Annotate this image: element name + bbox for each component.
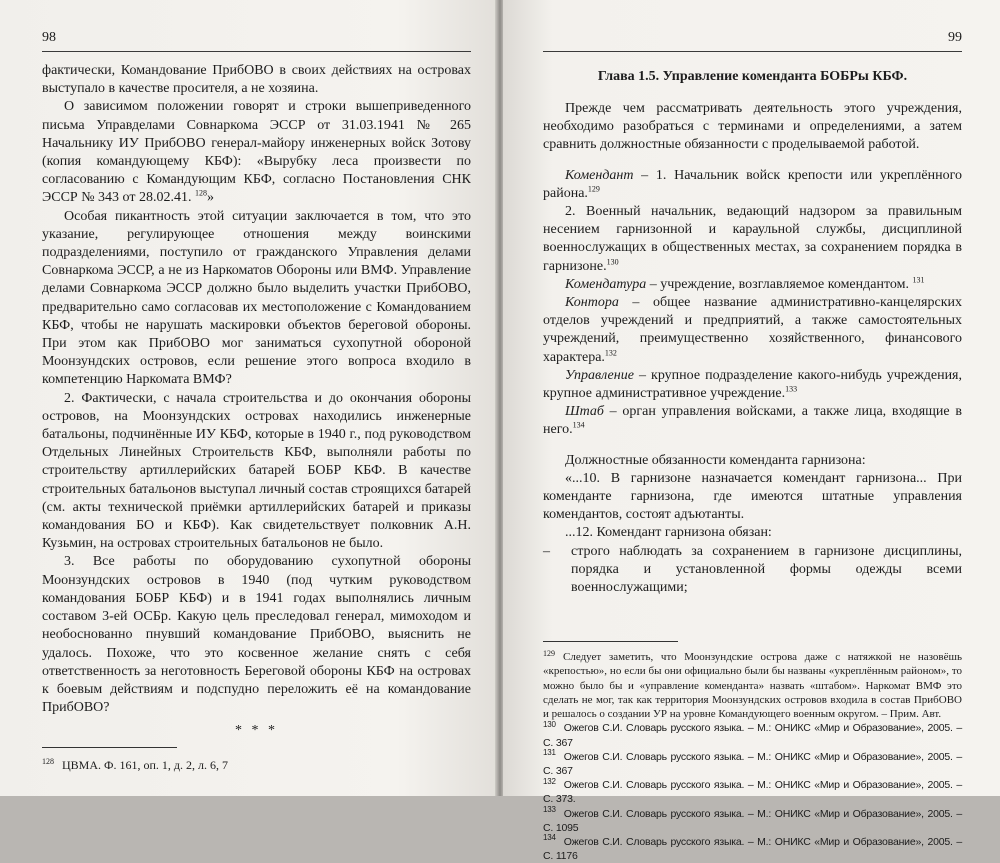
header-rule: [543, 51, 962, 52]
page-number-right: 99: [948, 30, 962, 45]
paragraph: Особая пикантность этой ситуации заключается в том, что это указание, регулирующее отношения между воинскими подразделениями, поступило от гражданского Управления делами Совнаркома ЭССР, а не из Наркоматов Обороны или ВМФ. Управление делами Совнаркома ЭССР должно было выделить участки ПрибОВО, предварительно само согласовав их местоположение с Командованием КБФ, чтобы не нарушать маскировки объектов береговой обороны. При этом как ПрибОВО мог заниматься сухопутной обороной Моонзундских островов, если решение этого вопроса входило в компетенцию Наркомата ВМФ?: [42, 208, 471, 388]
page-number-left: 98: [42, 30, 56, 45]
footnote: $^{128}$ ЦВМА. Ф. 161, оп. 1, д. 2, л. 6, 7: [42, 757, 229, 773]
paragraph: Должностные обязанности коменданта гарнизона:: [565, 452, 866, 468]
definition: Управление – крупное подразделение какого-нибудь учреждения, крупное административное учреждение.$^{133}$: [543, 367, 962, 402]
dash-marker: –: [543, 543, 550, 559]
definition: Комендант – 1. Начальник войск крепости или укреплённого района.$^{129}$: [543, 167, 962, 201]
paragraph: 3. Все работы по оборудованию сухопутной обороны Моонзундских островов в 1940 (под чутким руководством командования БОБР КБФ) и в 1941 годах выполнялись личным составом 3-ей ОСБр. Какую цель преследовал генерал, мимоходом и необоснованно пнувший командование ПрибОВО, выяснить не удалось. Похоже, что это косвенное желание снять с себя ответственность за неготовность Береговой обороны КБФ на островах к боевым действиям и подспудно переложить её на командование ПрибОВО?: [42, 554, 471, 716]
footnote: $^{133}$ Ожегов С.И. Словарь русского языка. – М.: ОНИКС «Мир и Образование», 2005. – С. 1095: [543, 805, 962, 834]
right-page: [503, 0, 1000, 863]
paragraph: Прежде чем рассматривать деятельность этого учреждения, необходимо разобраться с терминами и определениями, а затем сравнить должностные обязанности с проделываемой работой.: [543, 101, 962, 153]
footnote-rule: [543, 641, 678, 642]
paragraph: О зависимом положении говорят и строки вышеприведенного письма Управделами Совнаркома ЭССР от 31.03.1941 № 265 Начальнику ИУ ПрибОВО генерал-майору инженерных войск Зотову (копия командующему КБФ): «Вырубку леса произвести по согласованию с Командующим КБФ, согласно Постановления СНК ЭССР № 343 от 28.02.41. $^{128}$»: [42, 99, 471, 206]
definition: 2. Военный начальник, ведающий надзором за правильным несением гарнизонной и караульной службы, дисциплиной военнослужащих в общественных местах, за сохранением порядка в гарнизоне.$^{130}$: [543, 204, 962, 274]
footnote: $^{134}$ Ожегов С.И. Словарь русского языка. – М.: ОНИКС «Мир и Образование», 2005. – С. 1176: [543, 833, 962, 863]
chapter-title: Глава 1.5. Управление коменданта БОБРы КБФ.: [597, 69, 908, 84]
definition: Штаб – орган управления войсками, а также лица, входящие в него.$^{134}$: [543, 404, 962, 438]
footnote-rule: [42, 747, 177, 748]
section-separator: * * *: [235, 723, 278, 739]
footnote: $^{132}$ Ожегов С.И. Словарь русского языка. – М.: ОНИКС «Мир и Образование», 2005. – С. 373.: [543, 776, 962, 806]
definition: Контора – общее название административно-канцелярских отделов учреждений и предприятий, а также самостоятельных учреждений, преимущественно хозяйственного, финансового характера.$^{132}$: [543, 295, 962, 365]
list-item: – строго наблюдать за сохранением в гарнизоне дисциплины, порядка и установленной формы одежды всеми военнослужащими;: [543, 543, 962, 598]
definition: Комендатура – учреждение, возглавляемое комендантом. $^{131}$: [565, 275, 925, 292]
footnote-ref: 128: [195, 188, 207, 198]
footnote: $^{130}$ Ожегов С.И. Словарь русского языка. – М.: ОНИКС «Мир и Образование», 2005. – С. 367: [543, 719, 962, 749]
header-rule: [42, 51, 471, 52]
quote-paragraph: «...10. В гарнизоне назначается комендант гарнизона... При коменданте гарнизона, где имеются штатные управления комендантов, состоят адъютанты.: [543, 470, 962, 523]
left-page: [0, 0, 497, 796]
paragraph: ...12. Комендант гарнизона обязан:: [565, 525, 772, 541]
paragraph: 2. Фактически, с начала строительства и до окончания обороны островов, на Моонзундских островах находились инженерные батальоны, подчинённые ИУ КБФ, которые в 1940 г., под руководством Отдельных Линейных Строительств КБФ, выполняли работы по строительству артиллерийских батарей БОБР КБФ. В качестве строительных батальонов выступал личный состав строящихся батарей (см. акты технической приёмки артиллерийских батарей и приказы командования БО и КБФ). Как свидетельствует полковник А.Н. Кузьмин, на островах строительных батальонов не было.: [42, 390, 471, 552]
paragraph: фактически, Командование ПрибОВО в своих действиях на островах выступало в качестве просителя, а не хозяина.: [42, 63, 471, 97]
footnote: $^{131}$ Ожегов С.И. Словарь русского языка. – М.: ОНИКС «Мир и Образование», 2005. – С. 367: [543, 748, 962, 777]
footnote: $^{129}$ Следует заметить, что Моонзундские острова даже с натяжкой не назовёшь «крепостью», но если бы они официально были бы названы «укреплённым районом», то можно было бы и «управление коменданта» назвать «штабом». Наркомат ВМФ это сделать не мог, так как территория Моонзундских островов входила в состав ПрибОВО и решалось о создании УР на уровне Командующего военным округом. – Прим. Авт.: [543, 648, 962, 721]
